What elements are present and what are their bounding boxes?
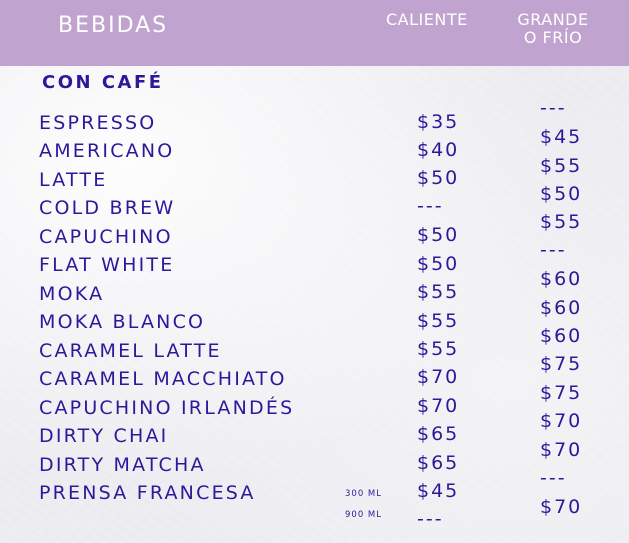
price-hot: $65 xyxy=(417,423,460,445)
size-label: 300 ML xyxy=(345,489,382,499)
column-header-cold-line2: O FRÍO xyxy=(523,28,583,47)
price-cold: $75 xyxy=(540,353,583,375)
menu-item-name: DIRTY CHAI xyxy=(39,425,169,447)
price-hot: $45 xyxy=(417,480,460,502)
menu-item-name: AMERICANO xyxy=(39,140,175,162)
price-cold: --- xyxy=(540,467,567,489)
price-hot: --- xyxy=(417,508,444,530)
menu-item-name: FLAT WHITE xyxy=(39,254,175,276)
price-cold: --- xyxy=(540,97,567,119)
size-label: 900 ML xyxy=(345,510,382,520)
menu-item-name: CAPUCHINO xyxy=(39,226,173,248)
price-hot: $40 xyxy=(417,139,460,161)
menu-item-name: PRENSA FRANCESA xyxy=(39,482,256,504)
menu-item-name: CARAMEL LATTE xyxy=(39,340,222,362)
section-title: CON CAFÉ xyxy=(42,72,164,93)
price-hot: $70 xyxy=(417,366,460,388)
price-cold: $60 xyxy=(540,297,583,319)
price-cold: $50 xyxy=(540,183,583,205)
price-cold: $45 xyxy=(540,126,583,148)
menu-item-name: ESPRESSO xyxy=(39,112,157,134)
price-hot: $55 xyxy=(417,338,460,360)
price-hot: $50 xyxy=(417,224,460,246)
menu-item-name: DIRTY MATCHA xyxy=(39,454,206,476)
menu-item-name: MOKA BLANCO xyxy=(39,311,206,333)
price-cold: $55 xyxy=(540,211,583,233)
menu-item-name: CARAMEL MACCHIATO xyxy=(39,368,287,390)
price-hot: $55 xyxy=(417,281,460,303)
column-header-cold-line1: GRANDE xyxy=(517,10,589,29)
price-cold: $60 xyxy=(540,325,583,347)
menu-item-name: CAPUCHINO IRLANDÉS xyxy=(39,397,295,419)
price-hot: $70 xyxy=(417,395,460,417)
price-cold: --- xyxy=(540,239,567,261)
column-header-cold xyxy=(508,11,598,47)
price-cold: $70 xyxy=(540,439,583,461)
price-hot: $55 xyxy=(417,310,460,332)
column-header-hot: CALIENTE xyxy=(386,10,468,29)
menu-item-name: MOKA xyxy=(39,283,105,305)
price-cold: $55 xyxy=(540,155,583,177)
price-hot: $50 xyxy=(417,167,460,189)
price-cold: $70 xyxy=(540,496,583,518)
menu-header xyxy=(0,0,629,66)
price-hot: $35 xyxy=(417,111,460,133)
price-hot: $50 xyxy=(417,253,460,275)
price-cold: $70 xyxy=(540,410,583,432)
menu-title: BEBIDAS xyxy=(58,13,169,38)
menu-item-name: LATTE xyxy=(39,169,108,191)
menu-item-name: COLD BREW xyxy=(39,197,176,219)
price-cold: $60 xyxy=(540,268,583,290)
price-hot: $65 xyxy=(417,452,460,474)
price-cold: $75 xyxy=(540,382,583,404)
price-hot: --- xyxy=(417,195,444,217)
